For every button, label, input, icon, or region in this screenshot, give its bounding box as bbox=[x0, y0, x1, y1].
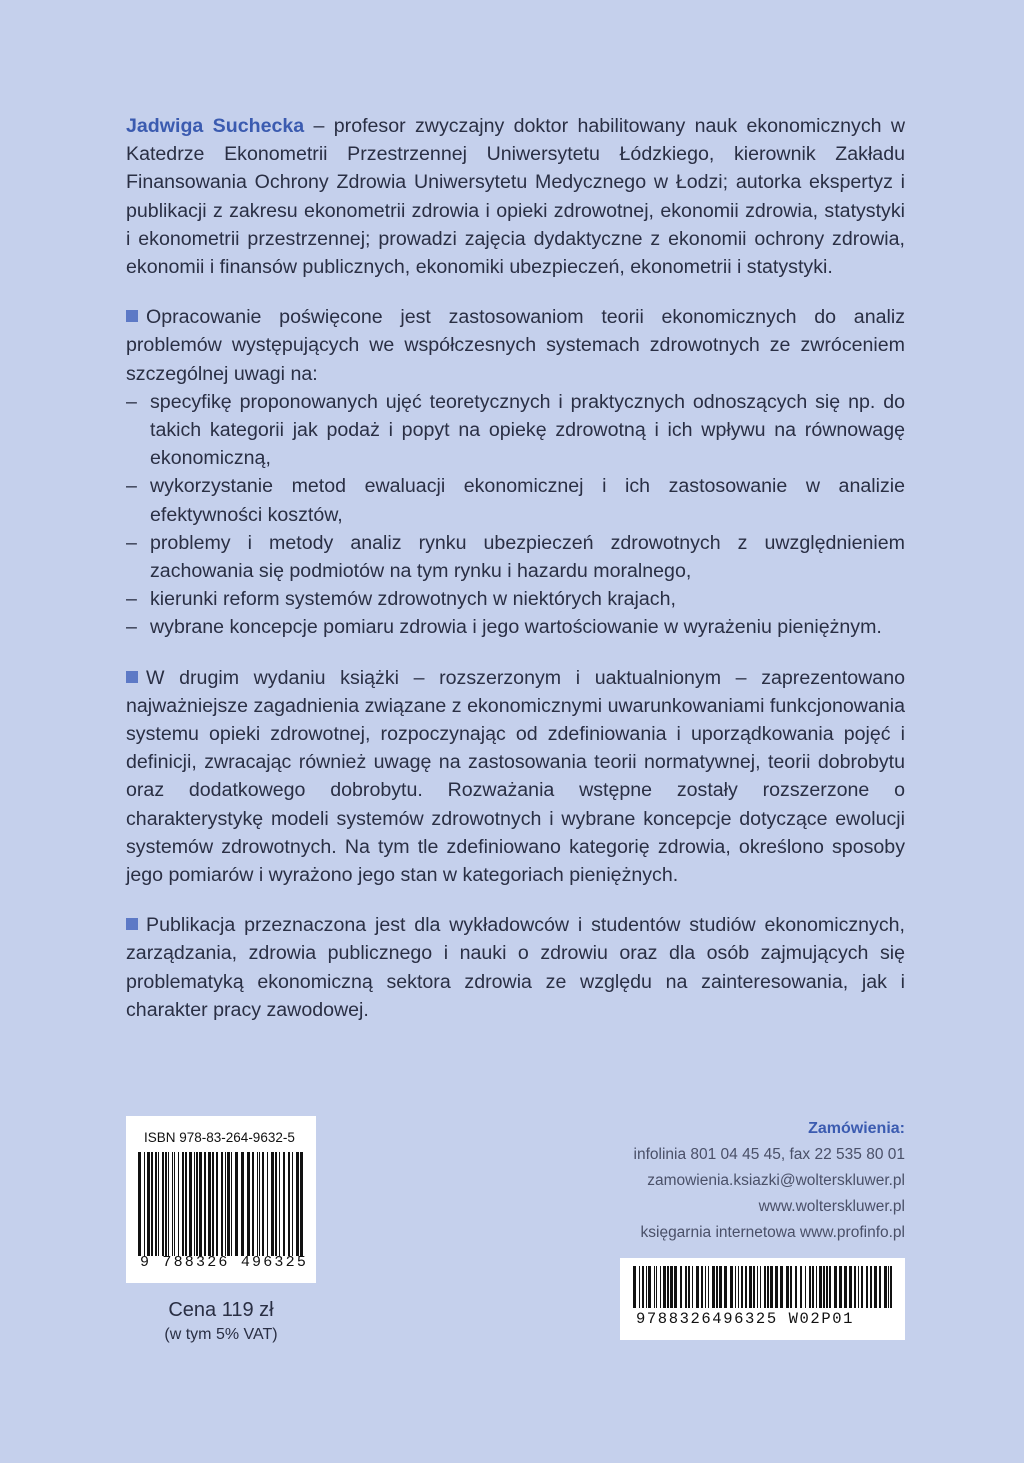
isbn-barcode-icon bbox=[138, 1152, 304, 1256]
price-vat-note: (w tym 5% VAT) bbox=[164, 1326, 278, 1343]
topics-list bbox=[126, 388, 905, 642]
list-item bbox=[126, 585, 905, 613]
list-item-text: specyfikę proponowanych ujęć teoretycznych i praktycznych odnoszących się np. do takich kategorii jak podaż i popyt na opiekę zdrowotną i ich wpływu na równowagę ekonomiczną, bbox=[150, 390, 905, 470]
author-name: Jadwiga Suchecka bbox=[126, 115, 305, 137]
author-bio bbox=[126, 112, 905, 281]
orders-website: www.wolterskluwer.pl bbox=[758, 1198, 905, 1215]
square-bullet-icon bbox=[126, 918, 138, 930]
orders-email: zamowienia.ksiazki@wolterskluwer.pl bbox=[647, 1172, 905, 1189]
list-item bbox=[126, 529, 905, 585]
description-paragraph-2 bbox=[126, 664, 905, 890]
description-paragraph-3-text: Publikacja przeznaczona jest dla wykładowców i studentów studiów ekonomicznych, zarządzania, zdrowia publicznego i nauki o zdrowiu oraz dla osób zajmujących się problematyką ekonomiczną sektora zdrowia ze względu na zainteresowania, jak i charakter pracy zawodowej. bbox=[126, 914, 905, 1021]
orders-contact bbox=[634, 1116, 905, 1246]
price-block bbox=[126, 1296, 316, 1346]
isbn-barcode-box bbox=[126, 1116, 316, 1283]
author-bio-text: – profesor zwyczajny doktor habilitowany nauk ekonomicznych w Katedrze Ekonometrii Przestrzennej Uniwersytetu Łódzkiego, kierownik Zakładu Finansowania Ochrony Zdrowia Uniwersytetu Medycznego w Łodzi; autorka ekspertyz i publikacji z zakresu ekonometrii zdrowia i opieki zdrowotnej, ekonomii zdrowia, statystyki i ekonometrii przestrzennej; prowadzi zajęcia dydaktyczne z ekonomii ochrony zdrowia, ekonomii i finansów publicznych, ekonomiki ubezpieczeń, ekonometrii i statystyki. bbox=[126, 115, 906, 279]
product-code-digits: 9788326496325 W02P01 bbox=[636, 1310, 855, 1328]
isbn-label: ISBN 978-83-264-9632-5 bbox=[144, 1130, 295, 1145]
orders-title: Zamówienia: bbox=[808, 1120, 905, 1137]
back-cover-text bbox=[126, 112, 905, 1024]
list-item bbox=[126, 613, 905, 641]
square-bullet-icon bbox=[126, 310, 138, 322]
description-paragraph-3 bbox=[126, 911, 905, 1024]
description-paragraph-2-text: W drugim wydaniu książki – rozszerzonym i uaktualnionym – zaprezentowano najważniejsze zagadnienia związane z ekonomicznymi uwarunkowaniami funkcjonowania systemu opieki zdrowotnej, rozpoczynając od zdefiniowania i uporządkowania pojęć i definicji, zwracając również uwagę na zastosowania teorii normatywnej, teorii dobrobytu oraz dodatkowego dobrobytu. Rozważania wstępne zostały rozszerzone o charakterystykę modeli systemów zdrowotnych i wybrane koncepcje dotyczące ewolucji systemów zdrowotnych. Na tym tle zdefiniowano kategorię zdrowia, określono sposoby jego pomiarów i wyrażono jego stan w kategoriach pieniężnych. bbox=[126, 666, 905, 887]
description-paragraph-1 bbox=[126, 303, 905, 388]
list-item-text: wykorzystanie metod ewaluacji ekonomicznej i ich zastosowanie w analizie efektywności kosztów, bbox=[150, 475, 905, 526]
price-label: Cena 119 zł bbox=[168, 1299, 274, 1321]
dash-bullet: – bbox=[126, 390, 137, 413]
dash-bullet: – bbox=[126, 475, 137, 498]
square-bullet-icon bbox=[126, 671, 138, 683]
dash-bullet: – bbox=[126, 616, 137, 639]
list-item-text: problemy i metody analiz rynku ubezpieczeń zdrowotnych z uwzględnieniem zachowania się podmiotów na tym rynku i hazardu moralnego, bbox=[150, 531, 905, 583]
orders-phone: infolinia 801 04 45 45, fax 22 535 80 01 bbox=[633, 1146, 905, 1163]
product-barcode-icon bbox=[633, 1266, 892, 1308]
product-code-barcode-box bbox=[620, 1258, 905, 1340]
list-item-text: wybrane koncepcje pomiaru zdrowia i jego wartościowanie w wyrażeniu pieniężnym. bbox=[150, 616, 882, 639]
dash-bullet: – bbox=[126, 588, 137, 611]
isbn-digits: 9 788326 496325 bbox=[140, 1254, 309, 1271]
list-item-text: kierunki reform systemów zdrowotnych w niektórych krajach, bbox=[150, 588, 676, 611]
orders-shop: księgarnia internetowa www.profinfo.pl bbox=[640, 1224, 905, 1241]
description-intro: Opracowanie poświęcone jest zastosowaniom teorii ekonomicznych do analiz problemów występujących we współczesnych systemach zdrowotnych ze zwróceniem szczególnej uwagi na: bbox=[126, 306, 905, 385]
list-item bbox=[126, 472, 905, 528]
dash-bullet: – bbox=[126, 531, 137, 554]
list-item bbox=[126, 388, 905, 473]
